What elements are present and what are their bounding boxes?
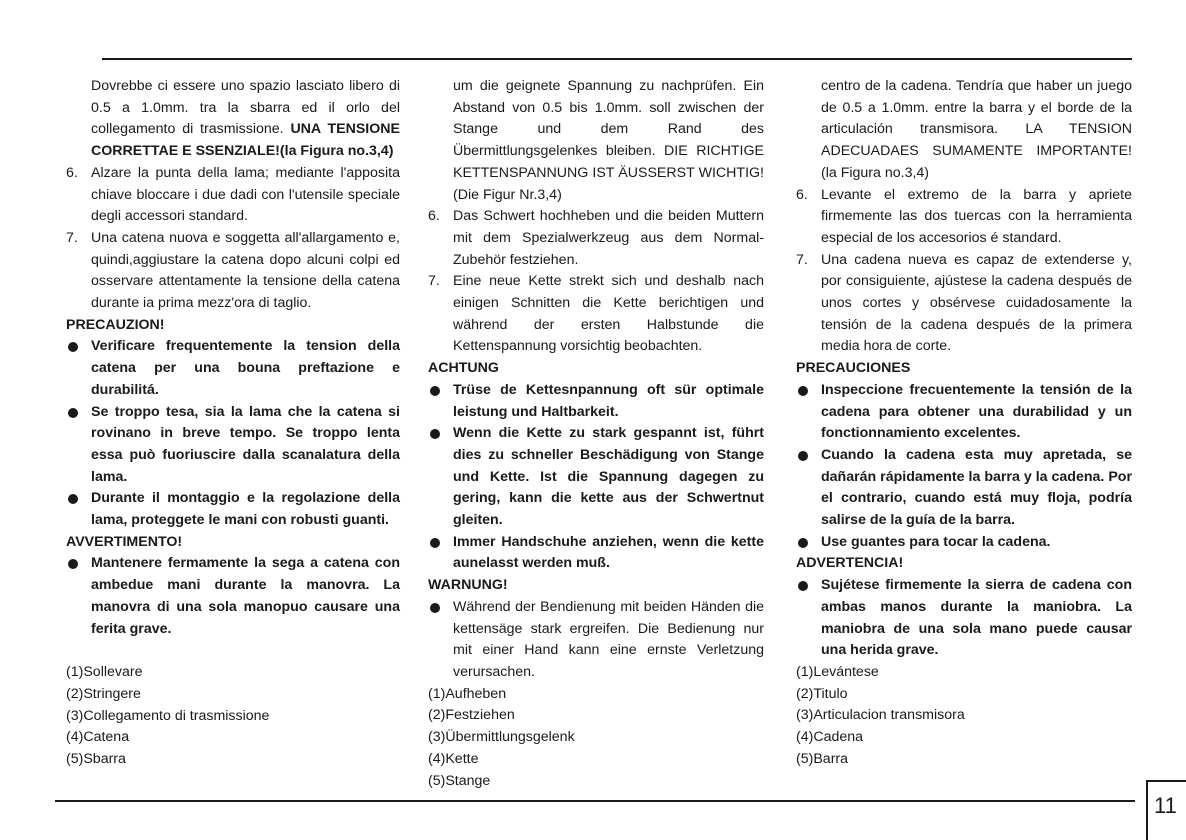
legend-item: (4)Kette <box>428 750 479 767</box>
italian-precaution-item <box>66 402 400 489</box>
precaution-text: Use guantes para tocar la cadena. <box>821 533 1051 550</box>
precaution-text: Wenn die Kette zu stark gespannt ist, führt dies zu schneller Beschädigung von Stange und Kette. Ist die Spannung dagegen zu gering, kann die kette aus der Schwertnut gleiten. <box>453 425 764 529</box>
bullet-icon <box>430 429 440 439</box>
german-warning-heading: WARNUNG! <box>428 577 508 594</box>
german-legend <box>428 684 764 793</box>
spanish-warning-item <box>796 575 1132 662</box>
spanish-intro <box>796 76 1132 185</box>
german-intro-caps: DIE RICHTIGE KETTENSPANNUNG IST ÄUSSERST WICHTIG!(Die Figur Nr.3,4) <box>453 143 764 203</box>
bullet-icon <box>798 581 808 591</box>
step-number: 6. <box>428 208 440 225</box>
italian-warning-heading: AVVERTIMENTO! <box>66 533 183 550</box>
italian-precaution-item <box>66 488 400 531</box>
bullet-icon <box>430 386 440 396</box>
legend-item: (5)Barra <box>796 750 849 767</box>
german-column <box>428 76 764 792</box>
step-text: Una catena nuova e soggetta all'allargamento e, quindi,aggiustare la catena dopo alcuni colpi ed osservare attentamente la tensione della catena durante ia prima mezz'ora di taglio. <box>91 229 400 312</box>
step-text: Una cadena nueva es capaz de extenderse y, por consiguiente, ajústese la cadena después de unos cortes y obsérvese cuidadosamente la tensión de la cadena después de la primera media hora de corte. <box>821 251 1132 355</box>
german-precaution-item <box>428 532 764 575</box>
bullet-icon <box>798 538 808 548</box>
step-number: 7. <box>428 273 440 290</box>
italian-warning-item <box>66 553 400 640</box>
legend-item: (1)Sollevare <box>66 664 143 681</box>
spanish-legend <box>796 662 1132 771</box>
legend-item: (1)Aufheben <box>428 685 507 702</box>
legend-item: (2)Titulo <box>796 685 848 702</box>
legend-item: (4)Catena <box>66 729 130 746</box>
spanish-warning-heading: ADVERTENCIA! <box>796 555 904 572</box>
step-number: 6. <box>66 164 78 181</box>
legend-item: (3)Articulacion transmisora <box>796 707 965 724</box>
german-step-6 <box>428 206 764 271</box>
precaution-text: Durante il montaggio e la regolazione della lama, proteggete le mani con robusti guanti. <box>91 490 400 529</box>
italian-intro-bold: UNA TENSIONE CORRETTAE E SSENZIALE!(la Figura no.3,4) <box>91 121 400 160</box>
italian-intro <box>66 76 400 163</box>
italian-precautions-heading: PRECAUZION! <box>66 316 165 333</box>
italian-precaution-item <box>66 336 400 401</box>
bullet-icon <box>68 559 78 569</box>
spanish-precaution-item <box>796 445 1132 532</box>
precaution-text: Verificare frequentemente la tension della catena per una bouna preftazione e durabilitá. <box>91 338 400 398</box>
german-warning-item <box>428 597 764 684</box>
legend-item: (2)Festziehen <box>428 707 515 724</box>
legend-item: (4)Cadena <box>796 729 864 746</box>
bullet-icon <box>68 494 78 504</box>
bullet-icon <box>68 342 78 352</box>
spanish-step-6 <box>796 185 1132 250</box>
bullet-icon <box>68 408 78 418</box>
precaution-text: Se troppo tesa, sia la lama che la catena si rovinano in breve tempo. Se troppo lenta essa può fuoriuscire dalla scanalatura della lama. <box>91 403 400 485</box>
legend-item: (3)Übermittlungsgelenk <box>428 729 575 746</box>
legend-item: (3)Collegamento di trasmissione <box>66 707 270 724</box>
step-number: 7. <box>796 251 808 268</box>
bullet-icon <box>430 603 440 613</box>
german-precaution-item <box>428 423 764 532</box>
step-text: Alzare la punta della lama; mediante l'apposita chiave bloccare i due dadi con l'utensile speciale degli accessori standard. <box>91 164 400 225</box>
spanish-intro-text: centro de la cadena. Tendría que haber un juego de 0.5 a 1.0mm. entre la barra y el borde de la articulación transmisora. LA TENSION ADECUADAES SUMAMENTE IMPORTANTE! (la Figura no.3,4) <box>821 78 1132 181</box>
bottom-rule <box>55 800 1135 802</box>
legend-item: (5)Stange <box>428 772 491 789</box>
precaution-text: Cuando la cadena esta muy apretada, se dañarán rápidamente la barra y la cadena. Por el contrario, cuando está muy floja, podría salirse de la guía de la barra. <box>821 446 1132 529</box>
german-step-7 <box>428 271 764 358</box>
italian-step-6 <box>66 163 400 228</box>
step-text: Das Schwert hochheben und die beiden Muttern mit dem Spezialwerkzeug aus dem Normal-Zubehör festziehen. <box>453 208 764 268</box>
legend-item: (5)Sbarra <box>66 751 126 768</box>
warning-text: Während der Bendienung mit beiden Händen die kettensäge stark ergreifen. Die Bedienung nur mit einer Hand kann eine ernste Verletzung verursachen. <box>453 598 764 680</box>
step-text: Eine neue Kette strekt sich und deshalb nach einigen Schnitten die Kette berichtigen und während der ersten Halbstunde die Kettenspannung vorsichtig beobachten. <box>453 273 764 355</box>
step-number: 6. <box>796 186 808 203</box>
bullet-icon <box>798 451 808 461</box>
italian-step-7 <box>66 228 400 315</box>
german-precaution-item <box>428 380 764 423</box>
spanish-precautions-heading: PRECAUCIONES <box>796 360 911 377</box>
step-number: 7. <box>66 229 78 246</box>
top-rule <box>102 58 1132 60</box>
spanish-step-7 <box>796 250 1132 359</box>
legend-item: (1)Levántese <box>796 663 879 680</box>
bullet-icon <box>798 386 808 396</box>
step-text: Levante el extremo de la barra y apriete firmemente las dos tuercas con la herramienta especial de los accesorios é standard. <box>821 186 1132 246</box>
german-precautions-heading: ACHTUNG <box>428 360 499 377</box>
precaution-text: Immer Handschuhe anziehen, wenn die kette aunelasst werden muß. <box>453 533 764 572</box>
german-intro <box>428 76 764 206</box>
german-intro-text: um die geignete Spannung zu nachprüfen. Ein Abstand von 0.5 bis 1.0mm. soll zwischen der Stange und dem Rand des Übermittlungsgelenkes bleiben. <box>453 78 764 160</box>
precaution-text: Trüse de Kettesnpannung oft sür optimale leistung und Haltbarkeit. <box>453 381 764 420</box>
spanish-precaution-item <box>796 532 1132 554</box>
precaution-text: Inspeccione frecuentemente la tensión de la cadena para obtener una durabilidad y un fonctionnamiento excelentes. <box>821 381 1132 442</box>
italian-column <box>66 76 400 771</box>
legend-item: (2)Stringere <box>66 685 141 702</box>
page-number: 11 <box>1154 793 1177 818</box>
warning-text: Mantenere fermamente la sega a catena con ambedue mani durante la manovra. La manovra di una sola manopuo causare una ferita grave. <box>91 555 400 637</box>
warning-text: Sujétese firmemente la sierra de cadena con ambas manos durante la maniobra. La maniobra de una sola mano puede causar una herida grave. <box>821 577 1132 659</box>
italian-legend <box>66 662 400 771</box>
spanish-precaution-item <box>796 380 1132 445</box>
italian-intro-text: Dovrebbe ci essere uno spazio lasciato libero di 0.5 a 1.0mm. tra la sbarra ed il orlo del collegamento di trasmissione. <box>91 78 400 138</box>
bullet-icon <box>430 538 440 548</box>
spanish-column <box>796 76 1132 771</box>
